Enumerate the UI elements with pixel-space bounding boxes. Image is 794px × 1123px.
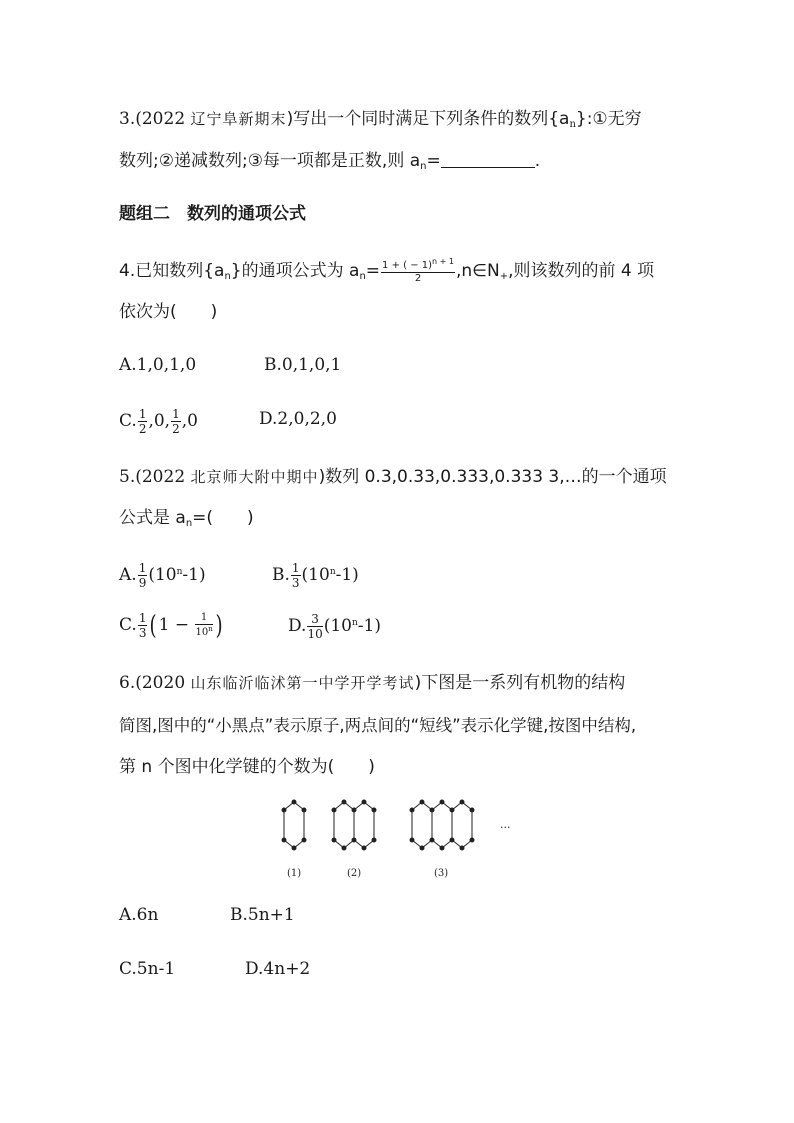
q4-text-b: }的通项公式为 a: [230, 261, 360, 281]
q6-option-d[interactable]: D.4n+2: [245, 959, 311, 979]
q5-optb-frac: [291, 562, 301, 589]
q5-optd-den: 10: [307, 627, 323, 641]
q4-line2: 依次为( ): [119, 302, 218, 322]
q4-frac-numerator: [381, 258, 455, 273]
q5-line2-end: =( ): [192, 508, 254, 528]
structure-1: [282, 800, 306, 850]
q3-line2: [119, 150, 540, 178]
q3-line2-subscript: n: [420, 161, 427, 172]
q4-line1: [119, 258, 654, 288]
q6-option-b[interactable]: B.5n+1: [230, 905, 295, 925]
q5-optb-den: 3: [291, 576, 300, 590]
figure-label-2: (2): [347, 868, 362, 879]
q3-text-end: }:①无穷: [575, 109, 642, 129]
q5-line2: [119, 507, 254, 535]
q5-opta-end: -1): [182, 565, 206, 585]
q4-text-c: ,n∈N: [455, 261, 500, 281]
q5-opta-frac: [138, 562, 148, 589]
q5-optd-prefix: D.: [288, 616, 307, 636]
atom-dot: [292, 800, 296, 804]
q5-opta-tail: (10: [148, 565, 177, 585]
q3-answer-blank[interactable]: [441, 151, 535, 168]
q4-subscript-1: n: [224, 271, 231, 282]
q4-plus-subscript: +: [499, 271, 509, 282]
q4-optc-mid: ,0,: [148, 411, 171, 431]
q6-text: )下图是一系列有机物的结构: [414, 673, 626, 693]
q4-optc-frac1-den: 2: [138, 422, 147, 436]
q4-option-b[interactable]: B.0,1,0,1: [264, 355, 342, 375]
q5-optb-sup: n: [329, 567, 336, 577]
q5-optc-frac: [138, 612, 148, 639]
q4-optc-frac2-num: 1: [172, 407, 180, 421]
q3-source: 辽宁阜新期末: [190, 110, 287, 128]
q5-opta-num: 1: [138, 561, 147, 575]
q5-optb-prefix: B.: [272, 565, 290, 585]
atom-dot: [302, 838, 306, 842]
q5-optc-right-paren: ): [215, 610, 223, 641]
q4-text-d: ,则该数列的前 4 项: [508, 261, 655, 281]
q5-opta-prefix: A.: [119, 565, 137, 585]
q4-option-d[interactable]: D.2,0,2,0: [259, 409, 337, 429]
q4-optc-end: ,0: [181, 411, 198, 431]
atom-dot: [302, 808, 306, 812]
q6-source-year: (2020: [135, 673, 186, 693]
q3-period: .: [534, 151, 541, 171]
q3-source-year: (2022: [135, 109, 186, 129]
q5-opta-den: 9: [138, 576, 147, 590]
q5-optc-inner: 1 −: [158, 615, 195, 635]
q5-optd-frac: [307, 613, 322, 640]
q4-frac-num-sup: n + 1: [432, 257, 454, 266]
q6-line2: 简图,图中的“小黑点”表示原子,两点间的“短线”表示化学键,按图中结构,: [119, 716, 637, 735]
q4-formula-fraction: [381, 258, 455, 284]
q5-subscript: n: [185, 518, 193, 529]
q6-number: 6.: [119, 673, 136, 693]
q5-option-b[interactable]: [272, 561, 359, 589]
q4-frac-num-text: 1 + ( − 1): [382, 260, 433, 271]
q5-option-c[interactable]: [119, 612, 224, 639]
q5-option-d[interactable]: [288, 612, 381, 640]
q4-frac-denominator: 2: [414, 273, 422, 284]
q4-option-a[interactable]: A.1,0,1,0: [119, 355, 197, 375]
q5-line1: [119, 466, 667, 488]
figure-label-3: (3): [434, 868, 449, 879]
figure-ellipsis: ···: [500, 821, 511, 834]
atom-dot: [282, 808, 286, 812]
q4-option-c[interactable]: [119, 408, 198, 435]
q4-text-a: 4.已知数列{a: [119, 261, 225, 281]
q6-source: 山东临沂临沭第一中学开学考试: [190, 674, 415, 692]
atom-dot: [282, 838, 286, 842]
structure-3: [410, 800, 474, 850]
q5-optc-inner-den-text: 10: [195, 627, 209, 638]
q6-option-c[interactable]: C.5n-1: [119, 959, 176, 979]
q5-number: 5.: [119, 467, 136, 487]
q5-opta-sup: n: [176, 567, 183, 577]
q3-subscript: n: [569, 119, 576, 130]
q5-optc-inner-frac: [195, 613, 212, 638]
q5-optc-den: 3: [138, 626, 147, 640]
q6-line3: 第 n 个图中化学键的个数为( ): [119, 757, 375, 777]
q4-optc-frac2-den: 2: [172, 422, 180, 436]
q3-number: 3.: [119, 109, 136, 129]
q5-optc-left-paren: (: [149, 610, 158, 641]
q5-optc-prefix: C.: [119, 615, 137, 635]
atom-dot: [292, 846, 296, 850]
q5-optb-tail: (10: [301, 565, 330, 585]
figure-label-1: (1): [287, 868, 302, 879]
q4-optc-prefix: C.: [119, 411, 137, 431]
q5-text: )数列 0.3,0.33,0.333,0.333 3,…的一个通项: [318, 467, 667, 487]
q5-optc-num: 1: [138, 611, 147, 625]
q4-optc-frac2: [171, 408, 181, 435]
q5-source-year: (2022: [135, 467, 186, 487]
section-heading: 题组二 数列的通项公式: [119, 204, 306, 224]
q3-text: )写出一个同时满足下列条件的数列{a: [286, 109, 570, 129]
q3-line1: [119, 108, 642, 136]
q5-optd-num: 3: [307, 613, 322, 627]
q5-option-a[interactable]: [119, 561, 206, 589]
q3-equals: =: [426, 151, 441, 171]
q5-optd-end: -1): [357, 616, 381, 636]
q5-optb-end: -1): [335, 565, 359, 585]
q5-optb-num: 1: [291, 561, 300, 575]
q3-line2-text: 数列;②递减数列;③每一项都是正数,则 a: [119, 151, 421, 171]
q5-optd-sup: n: [351, 618, 358, 628]
q5-source: 北京师大附中期中: [190, 468, 319, 486]
q5-optc-inner-den-sup: n: [208, 625, 213, 633]
molecule-structure-figure: [272, 798, 532, 888]
q5-optc-inner-num: 1: [195, 613, 212, 625]
structure-2: [332, 800, 376, 850]
q6-option-a[interactable]: A.6n: [119, 905, 159, 925]
q5-optc-inner-den: [195, 625, 212, 638]
q4-optc-frac1-num: 1: [138, 407, 147, 421]
q6-line1: [119, 672, 625, 694]
q5-line2-text: 公式是 a: [119, 508, 186, 528]
q4-equals: =: [365, 261, 381, 281]
q5-optd-tail: (10: [323, 616, 352, 636]
q4-subscript-2: n: [359, 271, 366, 282]
q4-optc-frac1: [138, 408, 148, 435]
